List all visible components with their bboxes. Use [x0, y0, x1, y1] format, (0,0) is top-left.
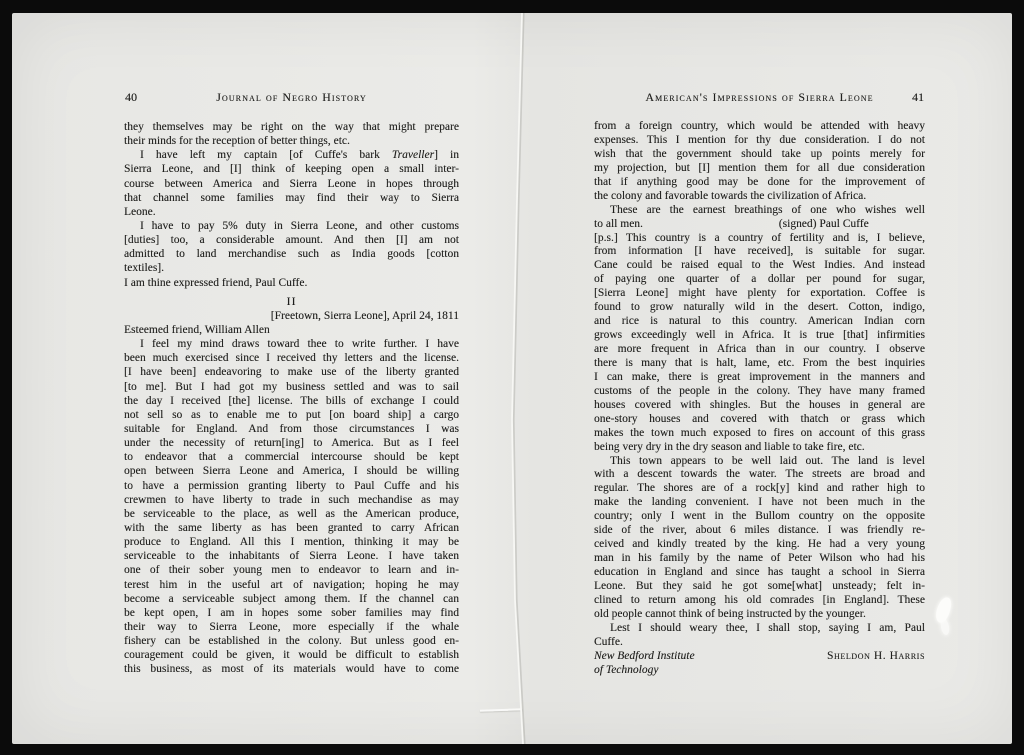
text-line: I am thine expressed friend, Paul Cuffe.: [124, 276, 308, 289]
text-line: [p.s.] This country is a country of fertility and is, I believe,: [594, 231, 925, 244]
text-line: [I have been] endeavoring to make use of the liberty granted: [124, 366, 459, 379]
text-line: This town appears to be well laid out. The land is level: [610, 454, 925, 467]
text-line: found to grow naturally wild in the desert. Cotton, indigo,: [594, 301, 925, 314]
text-line: Cane could be raised equal to the West Indies. And instead: [594, 259, 925, 272]
text-line: These are the earnest breathings of one who wishes well: [610, 203, 925, 216]
left-page-number: 40: [125, 90, 137, 104]
text-line: they themselves may be right on the way that might prepare: [124, 121, 459, 133]
text-line: old people cannot think of being instructed by the younger.: [594, 607, 866, 620]
text-line: Leone. But they said he got some[what] unsteady; felt in-: [594, 579, 925, 592]
text-line: their minds for the reception of better things, etc.: [124, 135, 350, 148]
text-line: crewmen to have liberty to trade in such mechandise as may: [124, 493, 459, 506]
text-line: this business, as most of its materials would have to come: [124, 663, 459, 676]
left-page: [124, 87, 459, 676]
text-line: side of the river, about 6 miles distance. I was friendly re-: [594, 524, 925, 537]
text-line: serviceable to the inhabitants of Sierra Leone. I have taken: [124, 550, 459, 563]
text-line: not sell so as to enable me to put [on board ship] a cargo: [124, 408, 459, 421]
text-line: I have left my captain [of Cuffe's bark Traveller] in: [140, 149, 459, 162]
text-line: the colony and favorable towards the civilization of Africa.: [594, 189, 867, 202]
text-line: become a serviceable subject among them. If the channel can: [124, 592, 459, 605]
text-line: II: [286, 293, 297, 308]
text-line: with the same liberty as has been granted to carry African: [124, 521, 459, 534]
text-line: couragement could be given, it would be difficult to establish: [124, 649, 459, 662]
text-line: from information [I have received], is suitable for sugar.: [594, 245, 925, 258]
text-line: produce to England. All this I mention, thinking it may be: [124, 536, 459, 549]
text-line: [Freetown, Sierra Leone], April 24, 1811: [270, 309, 459, 322]
right-page: [594, 87, 925, 678]
text-line: customs of the people in the colony. They have many framed: [594, 384, 925, 397]
text-line: are more frequent in Africa than in our country. I observe: [594, 343, 925, 355]
right-page-text: [594, 120, 925, 678]
text-line: houses covered with shingles. But the houses in general are: [594, 398, 925, 411]
text-line: clined to return among his old comrades [in England]. These: [594, 593, 925, 606]
text-line: Leone.: [124, 205, 156, 218]
text-line: terest him in the useful art of navigation; hoping he may: [124, 578, 459, 591]
text-line: from a foreign country, which would be attended with heavy: [594, 120, 925, 132]
text-line: [to me]. But I had got my business settled and was to sail: [124, 380, 459, 393]
text-line: I feel my mind draws toward thee to write further. I have: [140, 338, 459, 351]
right-running-head: American's Impressions of Sierra Leone: [645, 90, 874, 104]
text-line: their way to Sierra Leone, more especially if the whale: [124, 620, 459, 633]
text-line: being very dry in the dry season and liable to take fire, etc.: [594, 440, 865, 453]
text-line: be serviceable to the place, as well as the American produce,: [124, 507, 459, 520]
text-line: expenses. This I mention for thy due consideration. I do not: [594, 133, 925, 146]
text-line: of Technology: [594, 663, 659, 676]
text-line: makes the town much exposed to fires on account of this grass: [594, 426, 925, 439]
text-line: of paying one quarter of a dollar per pound for sugar,: [594, 273, 925, 286]
text-line: education in England and since has taught a school in Sierra: [594, 566, 925, 578]
scan-scratch: [480, 708, 522, 711]
text-line: make the landing convenient. I have not been much in the: [594, 496, 925, 509]
text-line: to have a permission granting liberty to Paul Cuffe and his: [124, 479, 459, 492]
text-line: with a descent towards the water. The streets are broad and: [594, 468, 925, 481]
left-page-text: [124, 120, 459, 676]
text-line: there is many that is halt, lame, etc. From the best inquiries: [594, 356, 925, 369]
right-page-header: [594, 87, 925, 120]
text-line: grows exceedingly well in Africa. It is true [that] infirmities: [594, 329, 925, 342]
text-line: to all men. (signed) Paul Cuffe: [594, 217, 869, 230]
right-page-number: 41: [912, 90, 924, 104]
text-line: Lest I should weary thee, I shall stop, saying I am, Paul: [610, 621, 925, 634]
text-line: regular. The shores are of a rock[y] kind and rather high to: [594, 482, 925, 495]
left-running-head: Journal of Negro History: [216, 90, 367, 104]
text-line: fishery can be established in the colony. But unless good en-: [124, 635, 459, 648]
text-line: Esteemed friend, William Allen: [124, 323, 270, 336]
text-line: one-story houses and covered with thatch or grass which: [594, 412, 925, 425]
text-line: country; only I went in the Bullom country on the opposite: [594, 510, 925, 523]
text-line: to endeavor that a commercial intercourse should be kept: [124, 451, 459, 464]
text-line: the day I received [the] license. The bills of exchange I could: [124, 394, 459, 407]
text-line: ceived and kindly treated by the king. He had a very young: [594, 538, 925, 551]
scan-defect-blob: [940, 618, 951, 635]
text-line: one of their sober young men to endeavor to learn and in-: [124, 564, 459, 577]
page-surface: [12, 13, 1012, 744]
text-line: Sierra Leone, and [I] think of keeping open a small inter-: [124, 163, 459, 176]
text-line: man in his family by the name of Peter Wilson who had his: [594, 552, 925, 565]
text-line: Cuffe.: [594, 635, 623, 648]
text-line: New Bedford Institute Sheldon H. Harris: [594, 649, 925, 662]
text-line: textiles].: [124, 262, 165, 275]
text-line: that channel some families may find their way to Sierra: [124, 191, 459, 204]
text-line: open between Sierra Leone and America, I should be willing: [124, 465, 459, 478]
text-line: under the necessity of return[ing] to America. But as I feel: [124, 437, 459, 450]
text-line: and rice is natural to this country. American Indian corn: [594, 315, 925, 328]
text-line: I have to pay 5% duty in Sierra Leone, and other customs: [140, 219, 459, 232]
text-line: I can make, there is great improvement in the manners and: [594, 370, 925, 383]
text-line: be kept open, I am in hopes some sober families may find: [124, 606, 459, 619]
text-line: that if anything good may be done for the improvement of: [594, 175, 925, 188]
text-line: wish that the government should take up points merely for: [594, 147, 925, 160]
text-line: been much exercised since I received thy letters and the license.: [124, 352, 459, 365]
text-line: [duties] too, a considerable amount. And then [I] am not: [124, 234, 459, 247]
text-line: my projection, but [I] mention them for all due consideration: [594, 161, 925, 174]
left-page-header: [124, 87, 459, 120]
text-line: admitted to land merchandise such as India goods [cotton: [124, 248, 459, 261]
text-line: suitable for England. And from those circumstances I was: [124, 422, 459, 435]
text-line: course between America and Sierra Leone in hopes through: [124, 177, 459, 190]
text-line: [Sierra Leone] might have plenty for exportation. Coffee is: [594, 287, 925, 300]
